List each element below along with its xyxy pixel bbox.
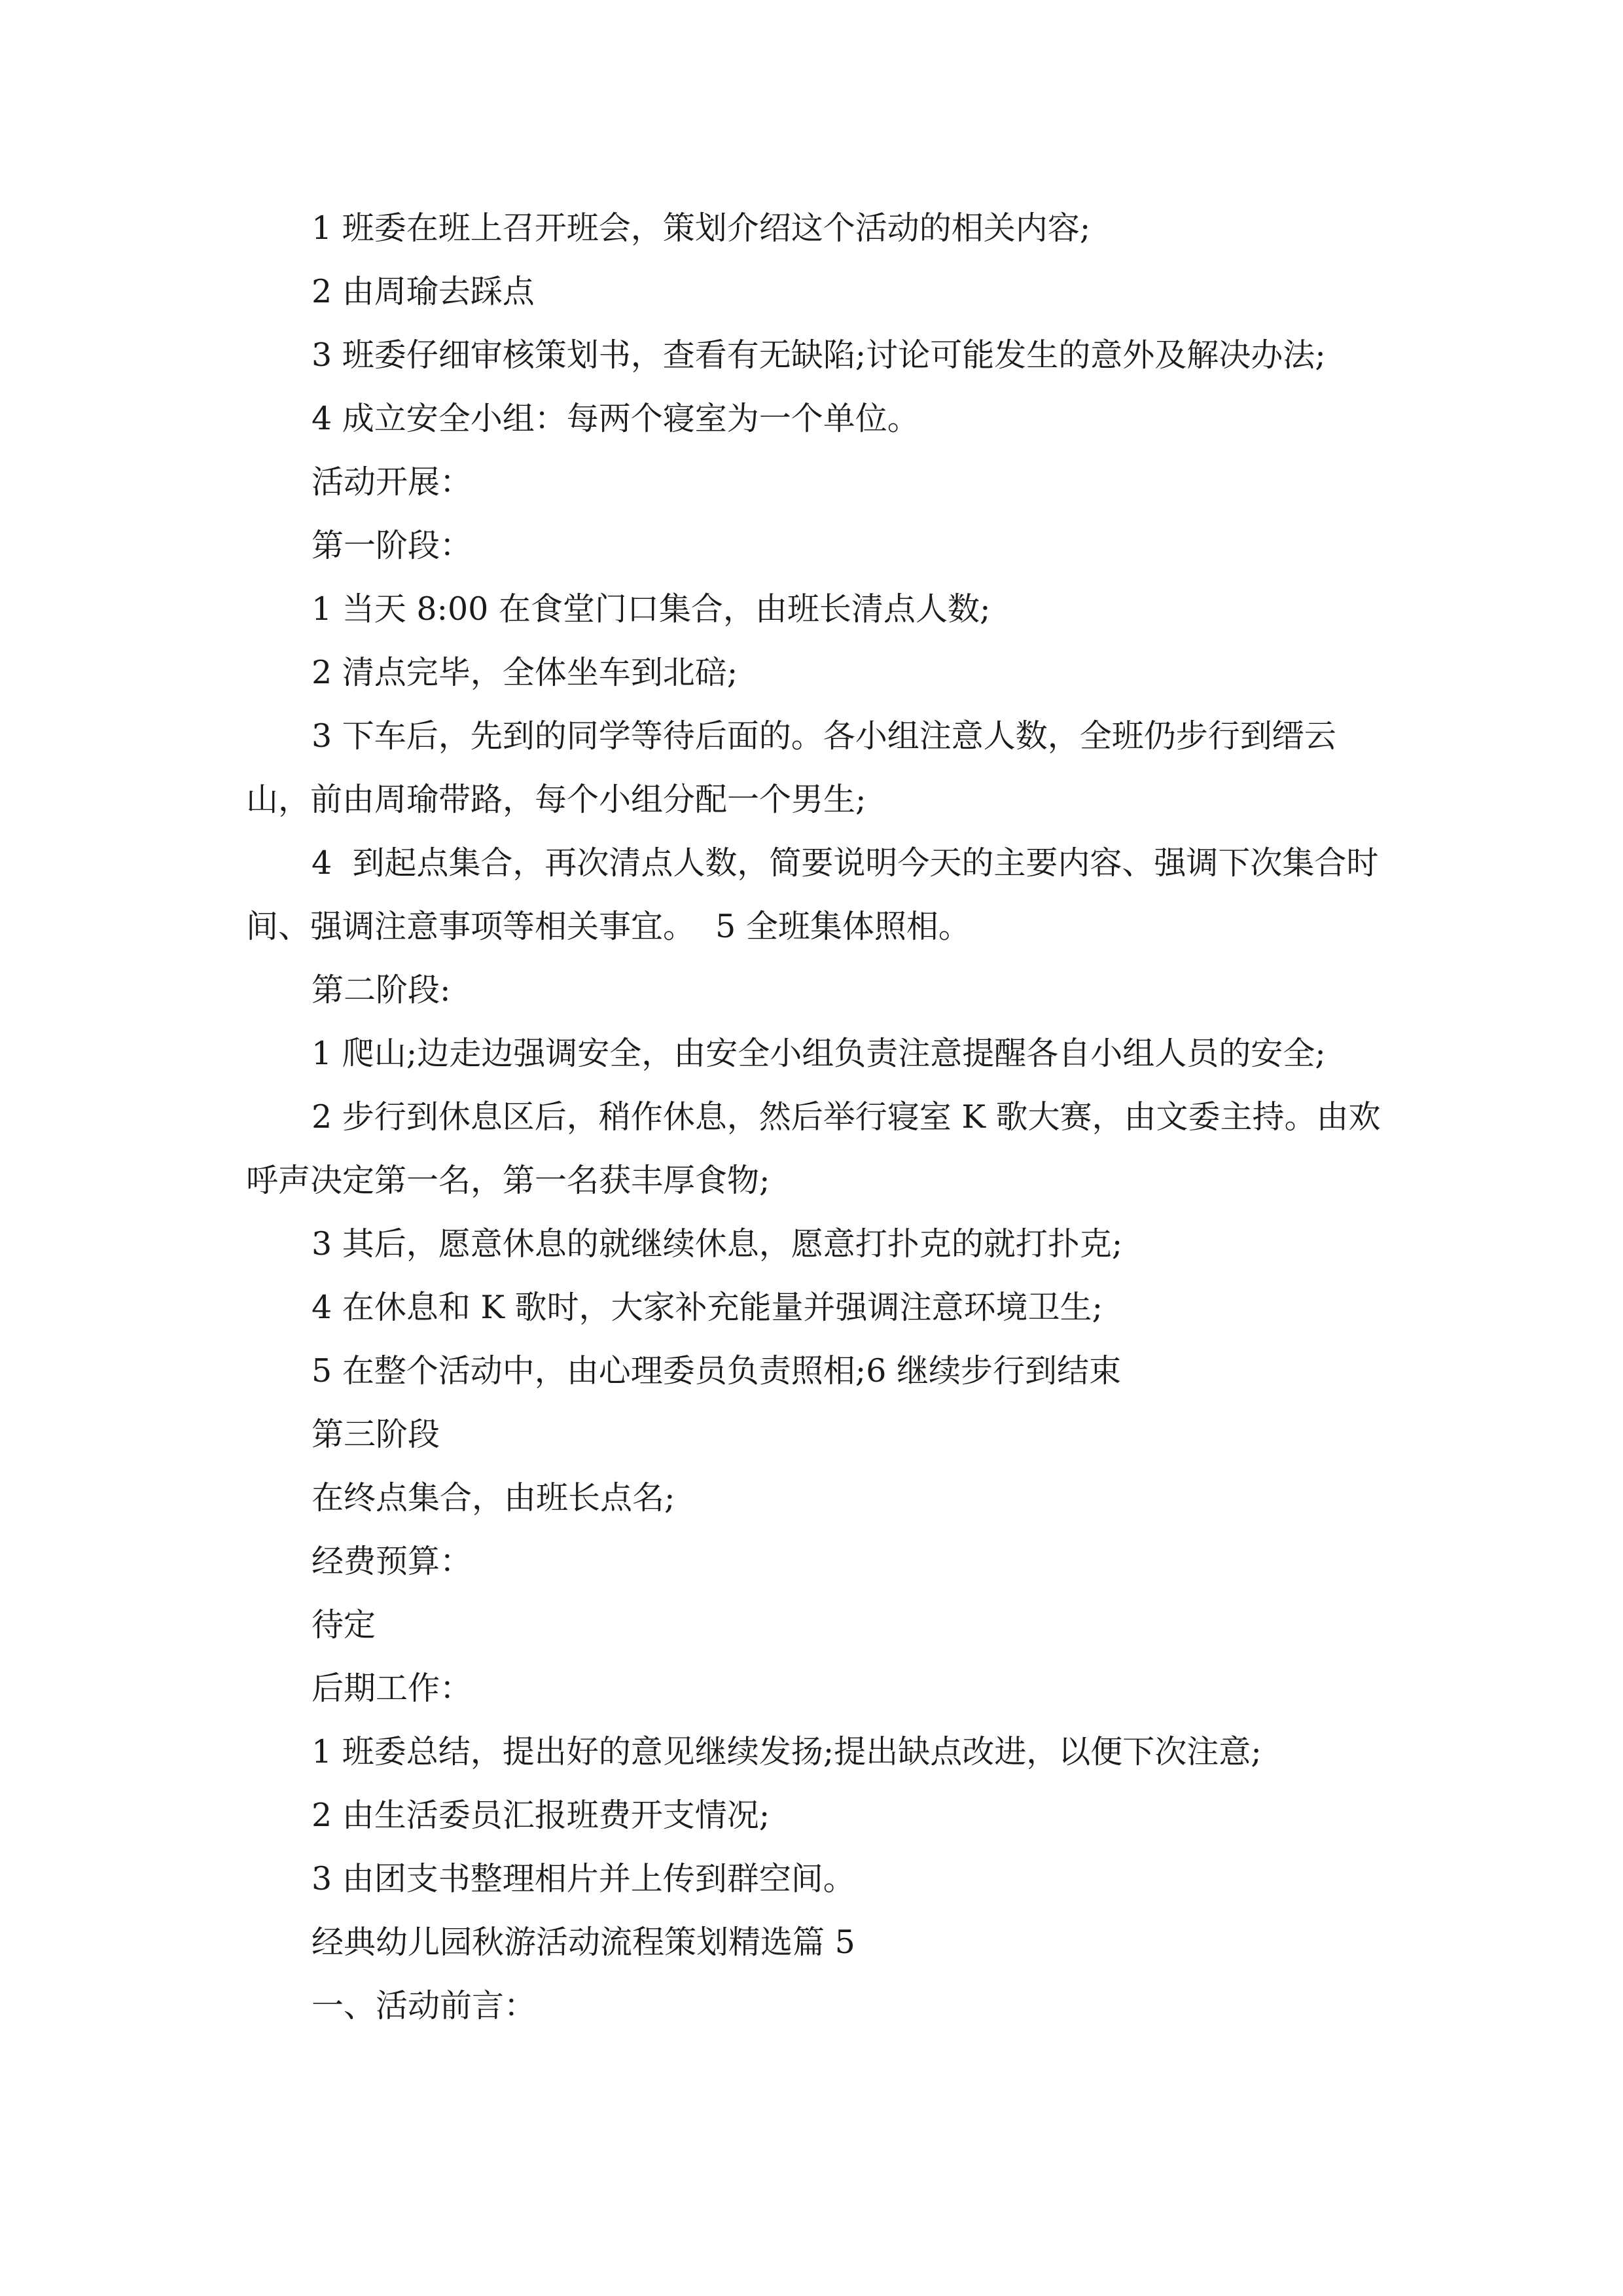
paragraph: 4 在休息和 K 歌时，大家补充能量并强调注意环境卫生; [312, 1289, 1103, 1326]
paragraph: 2 清点完毕，全体坐车到北碚; [312, 654, 738, 691]
paragraph: 2 由周瑜去踩点 [312, 273, 535, 310]
paragraph: 4 到起点集合，再次清点人数，简要说明今天的主要内容、强调下次集合时间、强调注意事项等相关事宜。 5 全班集体照相。 [246, 844, 1379, 945]
paragraph: 2 由生活委员汇报班费开支情况; [312, 1797, 770, 1834]
paragraph: 待定 [312, 1606, 376, 1643]
paragraph: 一、活动前言： [312, 1987, 537, 2024]
paragraph: 4 成立安全小组：每两个寝室为一个单位。 [312, 400, 919, 437]
paragraph: 第三阶段 [312, 1416, 440, 1453]
paragraph: 5 在整个活动中，由心理委员负责照相;6 继续步行到结束 [312, 1352, 1122, 1390]
paragraph: 活动开展： [312, 463, 473, 501]
paragraph: 经典幼儿园秋游活动流程策划精选篇 5 [312, 1924, 855, 1961]
paragraph: 后期工作： [312, 1670, 473, 1707]
paragraph: 经费预算： [312, 1543, 473, 1580]
paragraph: 1 当天 8:00 在食堂门口集合，由班长清点人数; [312, 590, 991, 628]
paragraph: 2 步行到休息区后，稍作休息，然后举行寝室 K 歌大赛，由文委主持。由欢呼声决定第一名，第一名获丰厚食物; [246, 1098, 1381, 1199]
paragraph: 3 由团支书整理相片并上传到群空间。 [312, 1860, 855, 1897]
paragraph: 3 其后，愿意休息的就继续休息，愿意打扑克的就打扑克; [312, 1225, 1123, 1263]
document-body [246, 196, 1385, 2037]
paragraph: 1 爬山;边走边强调安全，由安全小组负责注意提醒各自小组人员的安全; [312, 1035, 1326, 1072]
paragraph: 在终点集合，由班长点名; [312, 1479, 675, 1516]
paragraph: 3 下车后，先到的同学等待后面的。各小组注意人数，全班仍步行到缙云山，前由周瑜带路，每个小组分配一个男生; [246, 717, 1336, 818]
paragraph: 1 班委总结，提出好的意见继续发扬;提出缺点改进，以便下次注意; [312, 1733, 1262, 1770]
paragraph: 第一阶段： [312, 527, 473, 564]
paragraph: 3 班委仔细审核策划书，查看有无缺陷;讨论可能发生的意外及解决办法; [312, 336, 1326, 374]
paragraph: 第二阶段: [312, 971, 451, 1009]
paragraph: 1 班委在班上召开班会，策划介绍这个活动的相关内容; [312, 209, 1091, 247]
